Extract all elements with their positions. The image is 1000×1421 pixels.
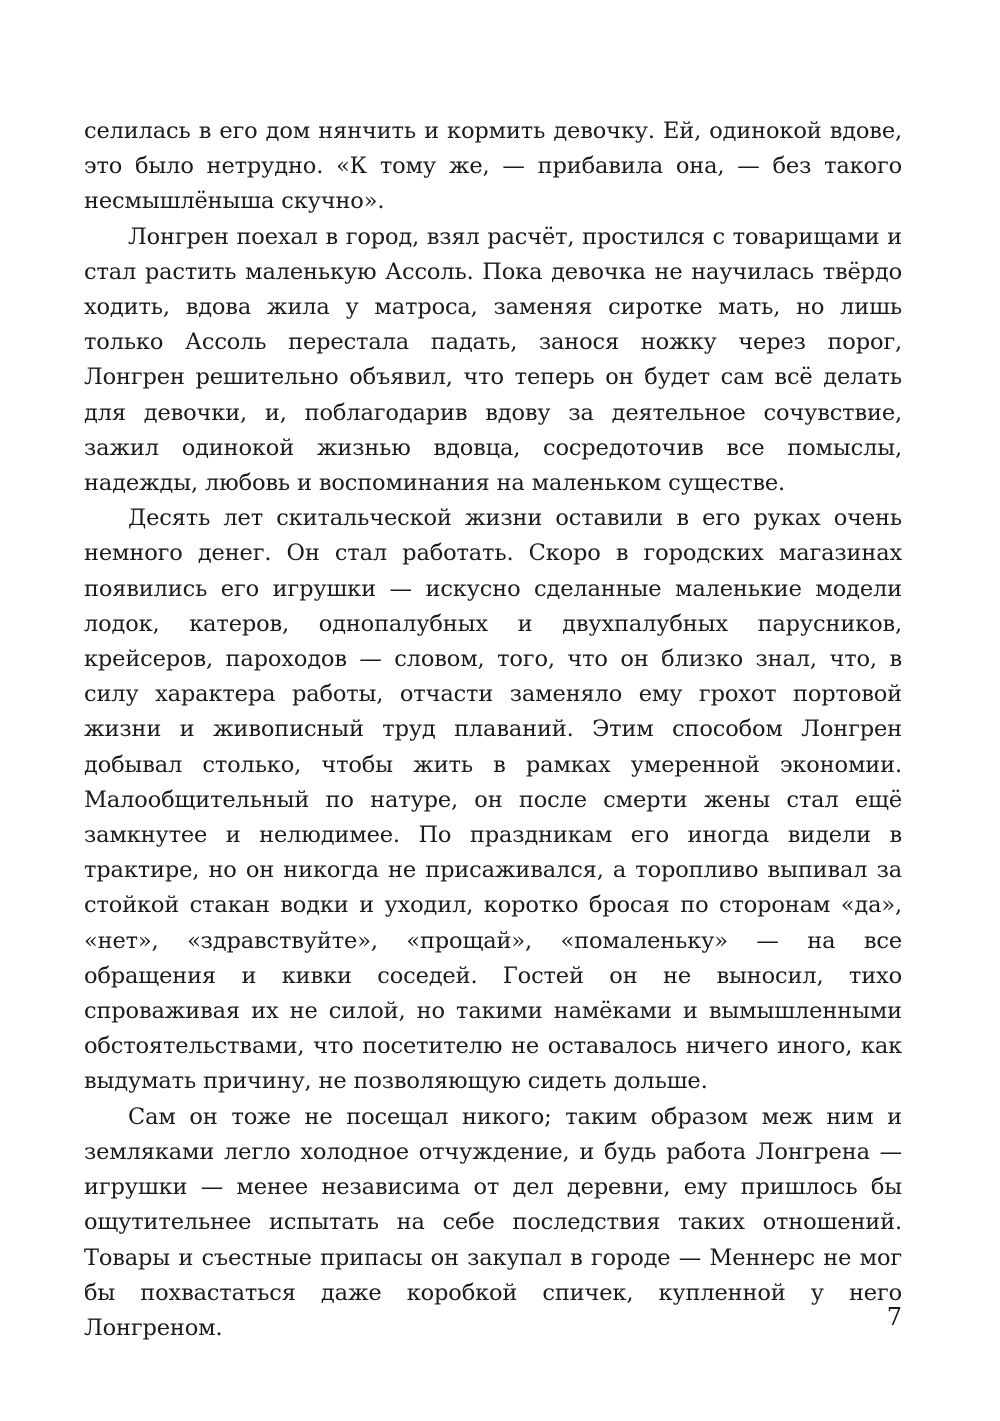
paragraph-4: Сам он тоже не посещал никого; таким образом меж ним и земляками легло холодное отчуждение, и будь работа Лонгрена — игрушки — менее независима от дел деревни, ему пришлось бы ощутительнее испытать на себе последствия таких отношений. Товары и съестные припасы он закупал в городе — Меннерс не мог бы похвастаться даже коробкой спичек, купленной у него Лонгреном. xyxy=(84,1103,902,1341)
page-number: 7 xyxy=(886,1303,902,1331)
body-text xyxy=(84,114,902,1346)
paragraph-1: селилась в его дом нянчить и кормить девочку. Ей, одинокой вдове, это было нетрудно. «К тому же, — прибавила она, — без такого несмышлёныша скучно». xyxy=(84,118,902,215)
paragraph-2: Лонгрен поехал в город, взял расчёт, простился с товарищами и стал растить маленькую Ассоль. Пока девочка не научилась твёрдо ходить, вдова жила у матроса, заменяя сиротке мать, но лишь только Ассоль перестала падать, занося ножку через порог, Лонгрен решительно объявил, что теперь он будет сам всё делать для девочки, и, поблагодарив вдову за деятельное сочувствие, зажил одинокой жизнью вдовца, сосредоточив все помыслы, надежды, любовь и воспоминания на маленьком существе. xyxy=(84,223,902,497)
paragraph-3: Десять лет скитальческой жизни оставили в его руках очень немного денег. Он стал работать. Скоро в городских магазинах появились его игрушки — искусно сделанные маленькие модели лодок, катеров, однопалубных и двухпалубных парусников, крейсеров, пароходов — словом, того, что он близко знал, что, в силу характера работы, отчасти заменяло ему грохот портовой жизни и живописный труд плаваний. Этим способом Лонгрен добывал столько, чтобы жить в рамках умеренной экономии. Малообщительный по натуре, он после смерти жены стал ещё замкнутее и нелюдимее. По праздникам его иногда видели в трактире, но он никогда не присаживался, а торопливо выпивал за стойкой стакан водки и уходил, коротко бросая по сторонам «да», «нет», «здравствуйте», «прощай», «помаленьку» — на все обращения и кивки соседей. Гостей он не выносил, тихо спроваживая их не силой, но такими намёками и вымышленными обстоятельствами, что посетителю не оставалось ничего иного, как выдумать причину, не позволяющую сидеть дольше. xyxy=(84,505,902,1095)
